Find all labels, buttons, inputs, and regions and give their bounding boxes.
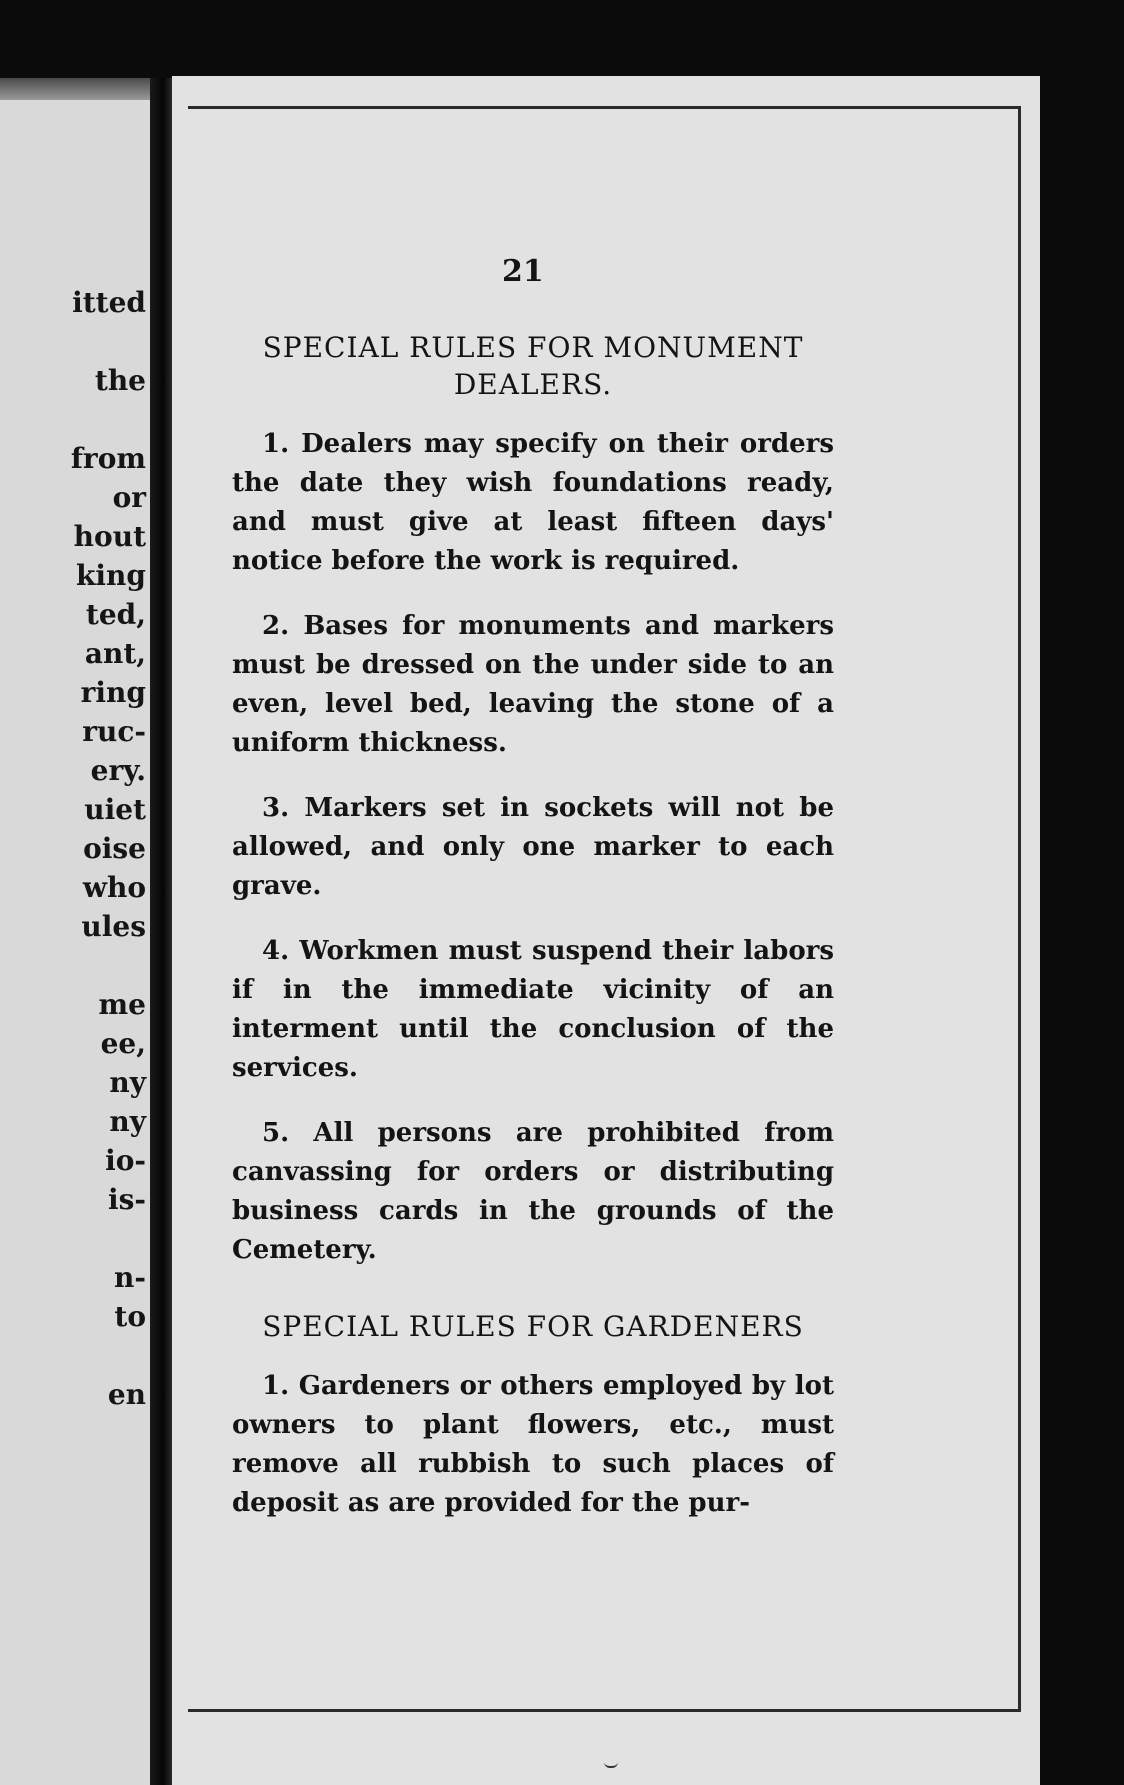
printer-mark	[604, 1762, 618, 1768]
fragment-line: me	[98, 988, 146, 1021]
fragment-line: king	[76, 559, 146, 592]
fragment-line: n-	[114, 1261, 146, 1294]
fragment-line: to	[114, 1300, 146, 1333]
fragment-line: is-	[107, 1183, 146, 1216]
book-gutter	[150, 78, 172, 1785]
fragment-line	[0, 1336, 146, 1375]
page-number: 21	[502, 254, 544, 289]
fragment-line: ee,	[100, 1027, 146, 1060]
fragment-line	[0, 400, 146, 439]
fragment-line: ules	[81, 910, 146, 943]
fragment-line: io-	[105, 1144, 146, 1177]
fragment-line	[0, 322, 146, 361]
dealer-rule-3: 3. Markers set in sockets will not be allowed, and only one marker to each grave.	[232, 793, 834, 901]
page-edge-shadow	[0, 78, 170, 100]
page-body	[232, 329, 834, 1549]
fragment-line: uiet	[84, 793, 146, 826]
fragment-line: ny	[109, 1105, 146, 1138]
dealer-rule-5: 5. All persons are prohibited from canvassing for orders or distributing business cards in the grounds of the Cemetery.	[232, 1118, 834, 1265]
fragment-line: ery.	[90, 754, 146, 787]
fragment-line: from	[70, 442, 146, 475]
dealer-rule-4: 4. Workmen must suspend their labors if in the immediate vicinity of an interment until the conclusion of the services.	[232, 936, 834, 1083]
fragment-line: who	[82, 871, 146, 904]
fragment-line: ted,	[85, 598, 146, 631]
previous-page	[0, 78, 150, 1785]
fragment-line	[0, 1219, 146, 1258]
fragment-line: en	[107, 1378, 146, 1411]
fragment-line: or	[112, 481, 146, 514]
fragment-line: hout	[73, 520, 146, 553]
fragment-line: ant,	[84, 637, 146, 670]
current-page	[172, 76, 1040, 1785]
previous-page-text	[0, 283, 146, 1414]
dealer-rule-1: 1. Dealers may specify on their orders the date they wish foundations ready, and must give at least fifteen days' notice before the work is required.	[232, 429, 834, 576]
fragment-line: ny	[109, 1066, 146, 1099]
dealer-rule-2: 2. Bases for monuments and markers must be dressed on the under side to an even, level bed, leaving the stone of a uniform thickness.	[232, 611, 834, 758]
fragment-line: itted	[72, 286, 146, 319]
fragment-line: ruc-	[82, 715, 146, 748]
fragment-line: ring	[80, 676, 146, 709]
section-heading-monument-dealers: SPECIAL RULES FOR MONUMENT DEALERS.	[262, 331, 804, 401]
gardener-rule-1: 1. Gardeners or others employed by lot owners to plant flowers, etc., must remove all rubbish to such places of deposit as are provided for the pur-	[232, 1371, 834, 1518]
fragment-line: oise	[83, 832, 146, 865]
fragment-line	[0, 946, 146, 985]
section-heading-gardeners: SPECIAL RULES FOR GARDENERS	[262, 1310, 804, 1343]
fragment-line: the	[94, 364, 146, 397]
